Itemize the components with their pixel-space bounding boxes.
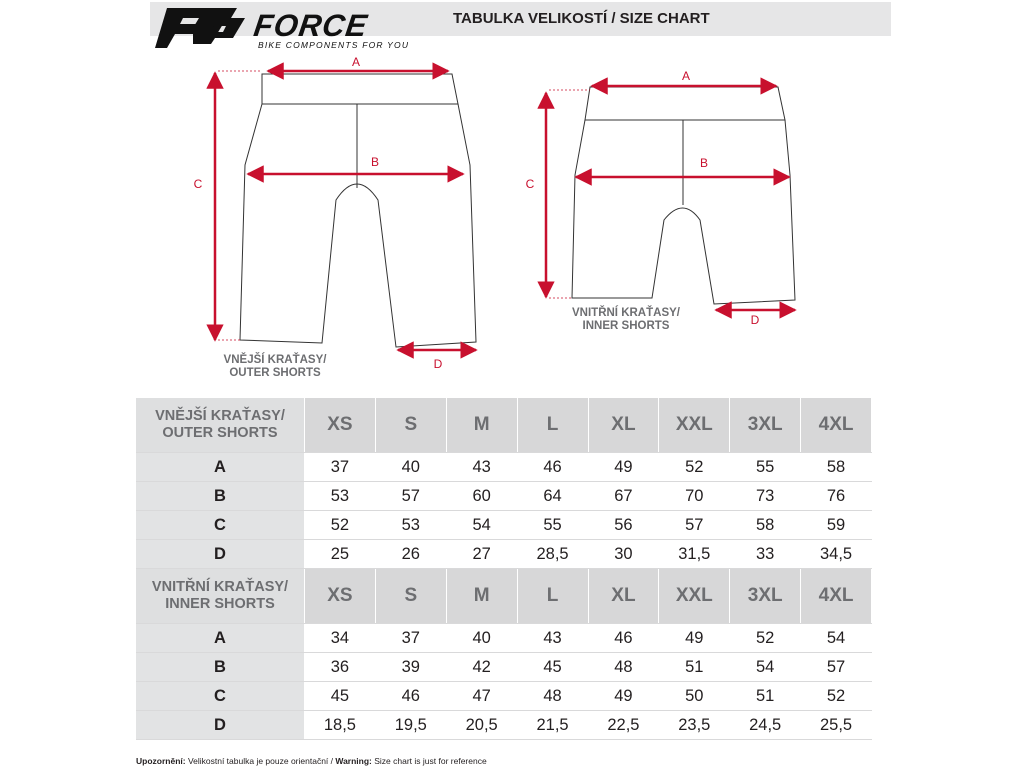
table-cell: 21,5	[517, 711, 588, 740]
inner-caption-line2: INNER SHORTS	[582, 320, 670, 332]
measurement-label: C	[136, 511, 305, 540]
size-header-l: L	[517, 398, 588, 453]
inner-label-b: B	[699, 156, 709, 170]
outer-label-b: B	[370, 155, 380, 169]
outer-label-a: A	[351, 55, 361, 69]
size-header-xs: XS	[305, 398, 376, 453]
table-row	[136, 711, 872, 740]
measurement-label: B	[136, 482, 305, 511]
table-cell: 24,5	[730, 711, 801, 740]
table-cell: 76	[801, 482, 872, 511]
measurement-label: D	[136, 540, 305, 569]
brand-name: FORCE	[251, 8, 371, 43]
table-cell: 46	[517, 453, 588, 482]
table-cell: 50	[659, 682, 730, 711]
measurement-label: D	[136, 711, 305, 740]
table-cell: 51	[659, 653, 730, 682]
outer-caption-line1: VNĚJŠÍ KRAŤASY/	[223, 354, 327, 366]
brand-tagline: BIKE COMPONENTS FOR YOU	[258, 40, 410, 50]
outer-heading-line: OUTER SHORTS	[162, 425, 278, 441]
table-cell: 73	[730, 482, 801, 511]
table-cell: 56	[588, 511, 659, 540]
table-cell: 43	[517, 624, 588, 653]
footer-cz-text: Velikostní tabulka je pouze orientační /	[185, 756, 336, 766]
size-header-s: S	[375, 398, 446, 453]
table-cell: 52	[659, 453, 730, 482]
inner-label-d: D	[750, 313, 760, 327]
table-cell: 20,5	[446, 711, 517, 740]
table-cell: 60	[446, 482, 517, 511]
size-header-4xl: 4XL	[801, 569, 872, 624]
table-row	[136, 682, 872, 711]
table-cell: 58	[730, 511, 801, 540]
size-header-xxl: XXL	[659, 398, 730, 453]
measurement-label: B	[136, 653, 305, 682]
table-cell: 55	[517, 511, 588, 540]
table-cell: 55	[730, 453, 801, 482]
inner-caption-line1: VNITŘNÍ KRAŤASY/	[572, 307, 680, 319]
outer-heading-line: VNĚJŠÍ KRAŤASY/	[155, 408, 285, 424]
table-cell: 53	[305, 482, 376, 511]
inner-heading-line: INNER SHORTS	[165, 596, 275, 612]
table-cell: 54	[730, 653, 801, 682]
size-header-m: M	[446, 569, 517, 624]
table-row	[136, 624, 872, 653]
inner-shorts-caption	[558, 307, 694, 333]
table-cell: 40	[375, 453, 446, 482]
table-cell: 26	[375, 540, 446, 569]
table-cell: 49	[588, 453, 659, 482]
table-cell: 23,5	[659, 711, 730, 740]
table-row	[136, 482, 872, 511]
size-header-3xl: 3XL	[730, 398, 801, 453]
outer-caption-line2: OUTER SHORTS	[229, 367, 321, 379]
table-cell: 30	[588, 540, 659, 569]
table-cell: 52	[305, 511, 376, 540]
table-cell: 19,5	[375, 711, 446, 740]
inner-heading-line: VNITŘNÍ KRAŤASY/	[151, 579, 289, 595]
table-cell: 57	[659, 511, 730, 540]
table-cell: 25,5	[801, 711, 872, 740]
table-cell: 39	[375, 653, 446, 682]
page-title: TABULKA VELIKOSTÍ / SIZE CHART	[453, 10, 710, 27]
inner-shorts-outline	[572, 87, 795, 304]
table-cell: 57	[375, 482, 446, 511]
table-cell: 22,5	[588, 711, 659, 740]
table-cell: 49	[659, 624, 730, 653]
measurement-label: A	[136, 453, 305, 482]
table-cell: 33	[730, 540, 801, 569]
size-header-xs: XS	[305, 569, 376, 624]
outer-label-d: D	[433, 357, 443, 371]
table-cell: 53	[375, 511, 446, 540]
table-cell: 48	[588, 653, 659, 682]
table-cell: 45	[305, 682, 376, 711]
table-cell: 67	[588, 482, 659, 511]
size-table	[136, 398, 872, 740]
table-cell: 64	[517, 482, 588, 511]
outer-shorts-outline	[240, 74, 476, 347]
table-row	[136, 653, 872, 682]
inner-label-c: C	[525, 177, 535, 191]
outer-shorts-heading	[136, 398, 305, 453]
table-cell: 37	[375, 624, 446, 653]
footer-en-label: Warning:	[335, 756, 372, 766]
table-cell: 51	[730, 682, 801, 711]
measurement-label: A	[136, 624, 305, 653]
table-cell: 49	[588, 682, 659, 711]
table-cell: 28,5	[517, 540, 588, 569]
table-cell: 27	[446, 540, 517, 569]
table-cell: 46	[588, 624, 659, 653]
table-cell: 52	[730, 624, 801, 653]
table-cell: 34	[305, 624, 376, 653]
table-cell: 42	[446, 653, 517, 682]
table-cell: 25	[305, 540, 376, 569]
table-cell: 36	[305, 653, 376, 682]
outer-label-c: C	[193, 177, 203, 191]
outer-header-row	[136, 398, 872, 453]
size-header-xl: XL	[588, 398, 659, 453]
size-header-4xl: 4XL	[801, 398, 872, 453]
table-cell: 31,5	[659, 540, 730, 569]
footer-en-text: Size chart is just for reference	[371, 756, 487, 766]
table-cell: 52	[801, 682, 872, 711]
table-cell: 47	[446, 682, 517, 711]
footer-warning	[136, 756, 487, 766]
size-header-s: S	[375, 569, 446, 624]
table-cell: 18,5	[305, 711, 376, 740]
table-row	[136, 453, 872, 482]
table-cell: 57	[801, 653, 872, 682]
table-cell: 45	[517, 653, 588, 682]
inner-shorts-heading	[136, 569, 305, 624]
table-cell: 34,5	[801, 540, 872, 569]
table-cell: 54	[801, 624, 872, 653]
size-header-xxl: XXL	[659, 569, 730, 624]
outer-shorts-caption	[210, 354, 340, 380]
table-cell: 58	[801, 453, 872, 482]
table-row	[136, 540, 872, 569]
table-row	[136, 511, 872, 540]
inner-label-a: A	[681, 69, 691, 83]
outer-dimensions	[215, 71, 476, 350]
table-cell: 40	[446, 624, 517, 653]
table-cell: 48	[517, 682, 588, 711]
size-header-l: L	[517, 569, 588, 624]
inner-header-row	[136, 569, 872, 624]
table-cell: 70	[659, 482, 730, 511]
footer-cz-label: Upozornění:	[136, 756, 186, 766]
table-cell: 46	[375, 682, 446, 711]
table-cell: 54	[446, 511, 517, 540]
table-cell: 43	[446, 453, 517, 482]
table-cell: 37	[305, 453, 376, 482]
table-cell: 59	[801, 511, 872, 540]
measurement-label: C	[136, 682, 305, 711]
size-header-3xl: 3XL	[730, 569, 801, 624]
size-header-m: M	[446, 398, 517, 453]
size-header-xl: XL	[588, 569, 659, 624]
